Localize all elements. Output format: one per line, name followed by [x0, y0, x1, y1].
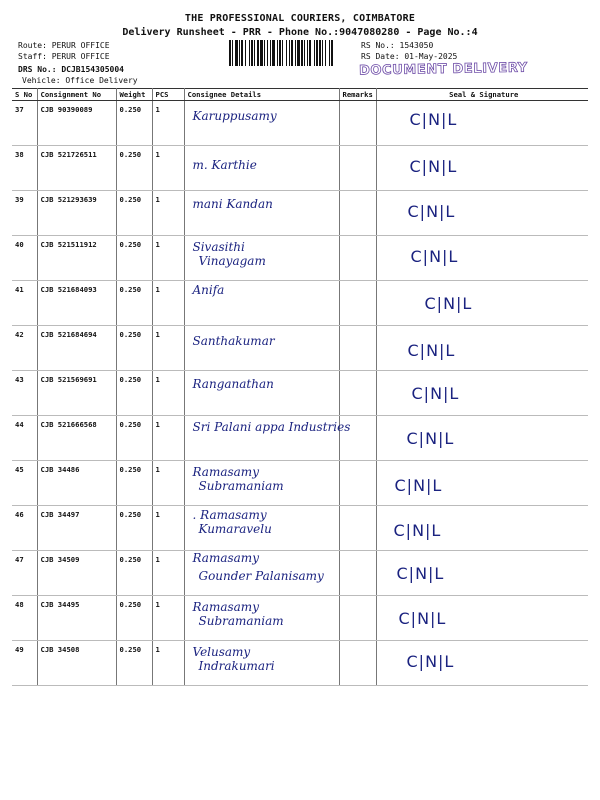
route-line — [18, 40, 110, 51]
barcode-bar — [319, 40, 321, 66]
barcode-bar — [254, 40, 255, 66]
rs-no-label: RS No.: — [361, 41, 395, 50]
runsheet-subtitle: Delivery Runsheet - PRR - Phone No.:9047080280 - Page No.:4 — [122, 27, 478, 38]
document-delivery-stamp: DOCUMENT DELIVERY — [358, 60, 528, 79]
consignee-handwriting: m. Karthie — [192, 158, 257, 172]
remarks-cell — [339, 461, 376, 506]
barcode-bar — [260, 40, 263, 66]
consignee-cell — [184, 146, 339, 191]
col-header-signature: Seal & Signature — [376, 89, 588, 101]
col-header-pcs: PCS — [152, 89, 184, 101]
signature-cell — [376, 551, 588, 596]
barcode-bar — [301, 40, 303, 66]
consignment-no-cell: CJB 521511912 — [37, 236, 116, 281]
table-row — [12, 641, 588, 686]
signature-handwriting: C|N|L — [409, 157, 458, 176]
sno-cell: 45 — [12, 461, 37, 506]
consignee-cell — [184, 641, 339, 686]
signature-handwriting: C|N|L — [411, 384, 460, 403]
signature-cell — [376, 416, 588, 461]
col-header-consignment: Consignment No — [37, 89, 116, 101]
consignee-handwriting: Velusamy — [192, 645, 251, 659]
pcs-cell: 1 — [152, 461, 184, 506]
consignee-handwriting: . Ramasamy — [192, 508, 267, 522]
table-row — [12, 506, 588, 551]
consignee-handwriting: Karuppusamy — [192, 109, 277, 123]
staff-line — [18, 51, 110, 62]
remarks-cell — [339, 371, 376, 416]
barcode-bar — [272, 40, 275, 66]
sno-cell: 42 — [12, 326, 37, 371]
table-body — [12, 101, 588, 686]
consignment-no-cell: CJB 521293639 — [37, 191, 116, 236]
consignment-no-cell: CJB 521569691 — [37, 371, 116, 416]
barcode-bar — [286, 40, 287, 66]
col-header-remarks: Remarks — [339, 89, 376, 101]
signature-handwriting: C|N|L — [393, 521, 442, 540]
consignee-handwriting: mani Kandan — [192, 197, 273, 211]
remarks-cell — [339, 596, 376, 641]
pcs-cell: 1 — [152, 506, 184, 551]
weight-cell: 0.250 — [116, 371, 152, 416]
table-row — [12, 191, 588, 236]
consignment-no-cell: CJB 90390089 — [37, 101, 116, 146]
weight-cell: 0.250 — [116, 551, 152, 596]
weight-cell: 0.250 — [116, 191, 152, 236]
remarks-cell — [339, 551, 376, 596]
consignee-handwriting: Anifa — [192, 283, 225, 297]
table-row — [12, 596, 588, 641]
route-value: PERUR OFFICE — [51, 41, 110, 50]
barcode-bar — [325, 40, 326, 66]
signature-handwriting: C|N|L — [406, 652, 455, 671]
sno-cell: 43 — [12, 371, 37, 416]
weight-cell: 0.250 — [116, 596, 152, 641]
consignee-handwriting: Kumaravelu — [198, 522, 272, 536]
barcode-bar — [245, 40, 246, 66]
pcs-cell: 1 — [152, 191, 184, 236]
col-header-weight: Weight — [116, 89, 152, 101]
consignee-cell — [184, 596, 339, 641]
consignee-handwriting: Ramasamy — [192, 600, 259, 614]
table-row — [12, 326, 588, 371]
barcode-image — [229, 40, 357, 66]
sno-cell: 38 — [12, 146, 37, 191]
staff-label: Staff: — [18, 52, 47, 61]
drs-value: DCJB154305004 — [61, 65, 124, 74]
signature-cell — [376, 326, 588, 371]
barcode-bar — [316, 40, 318, 66]
vehicle-line — [22, 75, 138, 86]
weight-cell: 0.250 — [116, 281, 152, 326]
barcode-bar — [329, 40, 330, 66]
barcode-bar — [232, 40, 233, 66]
signature-cell — [376, 146, 588, 191]
weight-cell: 0.250 — [116, 146, 152, 191]
table-header-row — [12, 89, 588, 101]
sno-cell: 49 — [12, 641, 37, 686]
table-row — [12, 416, 588, 461]
signature-handwriting: C|N|L — [398, 609, 447, 628]
consignee-cell — [184, 551, 339, 596]
runsheet-table — [12, 88, 588, 686]
barcode-bar — [304, 40, 305, 66]
barcode-bar — [267, 40, 268, 66]
sno-cell: 41 — [12, 281, 37, 326]
consignee-cell — [184, 371, 339, 416]
consignment-no-cell: CJB 34495 — [37, 596, 116, 641]
weight-cell: 0.250 — [116, 506, 152, 551]
remarks-cell — [339, 101, 376, 146]
sno-cell: 47 — [12, 551, 37, 596]
barcode-bar — [307, 40, 308, 66]
consignee-handwriting: Vinayagam — [198, 254, 266, 268]
consignee-handwriting: Indrakumari — [198, 659, 275, 673]
rs-date-line — [361, 51, 457, 62]
pcs-cell: 1 — [152, 101, 184, 146]
remarks-cell — [339, 146, 376, 191]
consignee-cell — [184, 506, 339, 551]
consignment-no-cell: CJB 521726511 — [37, 146, 116, 191]
weight-cell: 0.250 — [116, 101, 152, 146]
barcode-bar — [282, 40, 283, 66]
remarks-cell — [339, 236, 376, 281]
barcode-bar — [251, 40, 253, 66]
pcs-cell: 1 — [152, 146, 184, 191]
consignment-no-cell: CJB 34486 — [37, 461, 116, 506]
remarks-cell — [339, 281, 376, 326]
consignee-cell — [184, 461, 339, 506]
signature-cell — [376, 191, 588, 236]
rs-no-value: 1543050 — [399, 41, 434, 50]
remarks-cell — [339, 641, 376, 686]
consignment-no-cell: CJB 34497 — [37, 506, 116, 551]
signature-handwriting: C|N|L — [406, 429, 455, 448]
consignee-handwriting: Ranganathan — [192, 377, 274, 391]
signature-cell — [376, 596, 588, 641]
consignee-cell — [184, 416, 351, 461]
barcode-bar — [241, 40, 243, 66]
route-label: Route: — [18, 41, 47, 50]
remarks-cell — [339, 416, 376, 461]
company-title: THE PROFESSIONAL COURIERS, COIMBATORE — [184, 13, 416, 24]
barcode-bar — [314, 40, 315, 66]
barcode-bar — [289, 40, 290, 66]
consignee-handwriting: Sivasithi — [192, 240, 245, 254]
sno-cell: 37 — [12, 101, 37, 146]
consignee-handwriting: Subramaniam — [198, 479, 284, 493]
pcs-cell: 1 — [152, 371, 184, 416]
weight-cell: 0.250 — [116, 416, 152, 461]
signature-cell — [376, 641, 588, 686]
remarks-cell — [339, 506, 376, 551]
barcode-bar — [249, 40, 250, 66]
table-row — [12, 236, 588, 281]
table-row — [12, 551, 588, 596]
consignment-no-cell: CJB 521684694 — [37, 326, 116, 371]
barcode-bar — [331, 40, 333, 66]
table-row — [12, 146, 588, 191]
signature-handwriting: C|N|L — [394, 476, 443, 495]
barcode-bar — [279, 40, 281, 66]
weight-cell: 0.250 — [116, 641, 152, 686]
barcode-bar — [297, 40, 300, 66]
sno-cell: 40 — [12, 236, 37, 281]
consignee-cell — [184, 236, 339, 281]
drs-label: DRS No.: — [18, 65, 57, 74]
barcode-bar — [257, 40, 259, 66]
barcode-bar — [295, 40, 296, 66]
consignment-no-cell: CJB 34509 — [37, 551, 116, 596]
consignment-no-cell: CJB 521666568 — [37, 416, 116, 461]
barcode-bar — [309, 40, 311, 66]
col-header-consignee: Consignee Details — [184, 89, 339, 101]
col-header-sno: S No — [12, 89, 37, 101]
signature-cell — [376, 281, 588, 326]
vehicle-value: Office Delivery — [65, 76, 138, 85]
staff-value: PERUR OFFICE — [51, 52, 110, 61]
table-row — [12, 101, 588, 146]
signature-cell — [376, 371, 588, 416]
weight-cell: 0.250 — [116, 461, 152, 506]
pcs-cell: 1 — [152, 641, 184, 686]
pcs-cell: 1 — [152, 416, 184, 461]
consignee-handwriting: Santhakumar — [192, 334, 275, 348]
signature-cell — [376, 461, 588, 506]
consignee-cell — [184, 281, 339, 326]
consignee-cell — [184, 326, 339, 371]
barcode-bar — [270, 40, 271, 66]
consignee-cell — [184, 191, 339, 236]
signature-cell — [376, 506, 588, 551]
remarks-cell — [339, 191, 376, 236]
signature-cell — [376, 101, 588, 146]
pcs-cell: 1 — [152, 281, 184, 326]
pcs-cell: 1 — [152, 596, 184, 641]
consignment-no-cell: CJB 34508 — [37, 641, 116, 686]
barcode-bar — [291, 40, 293, 66]
table-row — [12, 281, 588, 326]
barcode-bar — [264, 40, 265, 66]
table-row — [12, 371, 588, 416]
barcode-bar — [235, 40, 238, 66]
barcode-bar — [277, 40, 278, 66]
signature-handwriting: C|N|L — [409, 110, 458, 129]
barcode-bar — [239, 40, 240, 66]
sno-cell: 48 — [12, 596, 37, 641]
vehicle-label: Vehicle: — [22, 76, 61, 85]
consignment-no-cell: CJB 521684093 — [37, 281, 116, 326]
consignee-handwriting: Sri Palani appa Industries — [192, 420, 351, 434]
signature-handwriting: C|N|L — [410, 247, 459, 266]
rs-no-line — [361, 40, 433, 51]
sno-cell: 46 — [12, 506, 37, 551]
consignee-handwriting: Ramasamy — [192, 551, 259, 565]
sno-cell: 39 — [12, 191, 37, 236]
barcode-bar — [229, 40, 231, 66]
rs-date-value: 01-May-2025 — [404, 52, 458, 61]
pcs-cell: 1 — [152, 236, 184, 281]
signature-handwriting: C|N|L — [396, 564, 445, 583]
drs-line — [18, 64, 124, 75]
pcs-cell: 1 — [152, 326, 184, 371]
pcs-cell: 1 — [152, 551, 184, 596]
signature-cell — [376, 236, 588, 281]
weight-cell: 0.250 — [116, 326, 152, 371]
consignee-cell — [184, 101, 339, 146]
consignee-handwriting: Ramasamy — [192, 465, 259, 479]
signature-handwriting: C|N|L — [424, 294, 473, 313]
signature-handwriting: C|N|L — [407, 202, 456, 221]
remarks-cell — [339, 326, 376, 371]
consignee-handwriting: Gounder Palanisamy — [198, 569, 324, 583]
table-row — [12, 461, 588, 506]
signature-handwriting: C|N|L — [407, 341, 456, 360]
weight-cell: 0.250 — [116, 236, 152, 281]
consignee-handwriting: Subramaniam — [198, 614, 284, 628]
sno-cell: 44 — [12, 416, 37, 461]
barcode-bar — [322, 40, 323, 66]
rs-date-label: RS Date: — [361, 52, 400, 61]
